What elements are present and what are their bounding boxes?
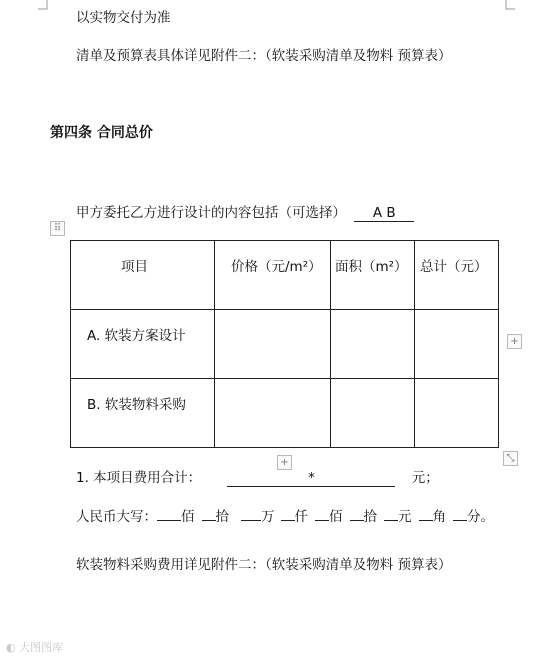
table-cell[interactable] [331, 310, 415, 379]
move-handle-icon: ⠿ [53, 223, 62, 234]
design-scope-value[interactable]: A B [354, 206, 414, 222]
margin-corner-mark [38, 0, 48, 10]
rmb-unit: 角 [432, 509, 446, 525]
rmb-blank[interactable] [241, 520, 261, 521]
table-header-row [71, 241, 499, 310]
article-heading: 第四条 合同总价 [50, 125, 153, 141]
table-cell[interactable]: B. 软装物料采购 [71, 379, 215, 448]
watermark-text: 大图图库 [19, 641, 64, 654]
rmb-blank[interactable] [315, 520, 329, 521]
table-row [71, 379, 499, 448]
top-fragment-text: 以实物交付为准 [76, 10, 171, 26]
watermark [6, 639, 63, 655]
rmb-unit: 拾 [363, 509, 377, 525]
plus-icon: + [280, 457, 289, 468]
table-cell[interactable] [415, 379, 499, 448]
rmb-blank[interactable] [419, 520, 433, 521]
table-header-cell[interactable]: 面积（m²） [331, 241, 415, 310]
total-line [76, 466, 439, 487]
rmb-line [76, 505, 494, 525]
total-label: 1. 本项目费用合计： [76, 470, 202, 486]
rmb-blank[interactable] [202, 520, 216, 521]
rmb-unit: 拾 [215, 509, 229, 525]
rmb-unit: 佰 [181, 509, 195, 525]
table-cell[interactable] [415, 310, 499, 379]
rmb-unit: 佰 [329, 509, 343, 525]
total-unit: 元； [411, 470, 439, 486]
pricing-table [70, 240, 499, 448]
rmb-unit: 万 [261, 509, 275, 525]
table-cell[interactable] [215, 379, 331, 448]
plus-icon: + [510, 336, 519, 347]
watermark-logo-icon: ◐ [6, 641, 20, 654]
margin-corner-mark [505, 0, 515, 10]
table-move-handle[interactable] [50, 221, 65, 236]
rmb-blank[interactable] [350, 520, 364, 521]
resize-icon: ⤡ [506, 453, 515, 464]
table-header-cell[interactable]: 价格（元/m²） [215, 241, 331, 310]
add-column-button[interactable] [507, 334, 522, 349]
table-header-cell[interactable]: 项目 [71, 241, 215, 310]
attachment-note: 清单及预算表具体详见附件二：（软装采购清单及物料 预算表） [76, 48, 452, 64]
rmb-unit: 仟 [294, 509, 308, 525]
total-value[interactable]: * [227, 471, 395, 487]
table-cell[interactable]: A. 软装方案设计 [71, 310, 215, 379]
design-scope-label: 甲方委托乙方进行设计的内容包括（可选择） [76, 205, 346, 221]
rmb-label: 人民币大写： [76, 509, 157, 525]
table-cell[interactable] [215, 310, 331, 379]
table-resize-handle[interactable] [503, 451, 518, 466]
attachment-note: 软装物料采购费用详见附件二：（软装采购清单及物料 预算表） [76, 557, 452, 573]
rmb-blank[interactable] [384, 520, 398, 521]
table-row [71, 310, 499, 379]
rmb-unit: 元 [398, 509, 412, 525]
rmb-blank[interactable] [281, 520, 295, 521]
table-header-cell[interactable]: 总计（元） [415, 241, 499, 310]
rmb-blank[interactable] [157, 520, 181, 521]
rmb-unit: 分。 [467, 509, 494, 525]
design-scope-line [76, 201, 414, 222]
rmb-blank[interactable] [453, 520, 467, 521]
table-cell[interactable] [331, 379, 415, 448]
